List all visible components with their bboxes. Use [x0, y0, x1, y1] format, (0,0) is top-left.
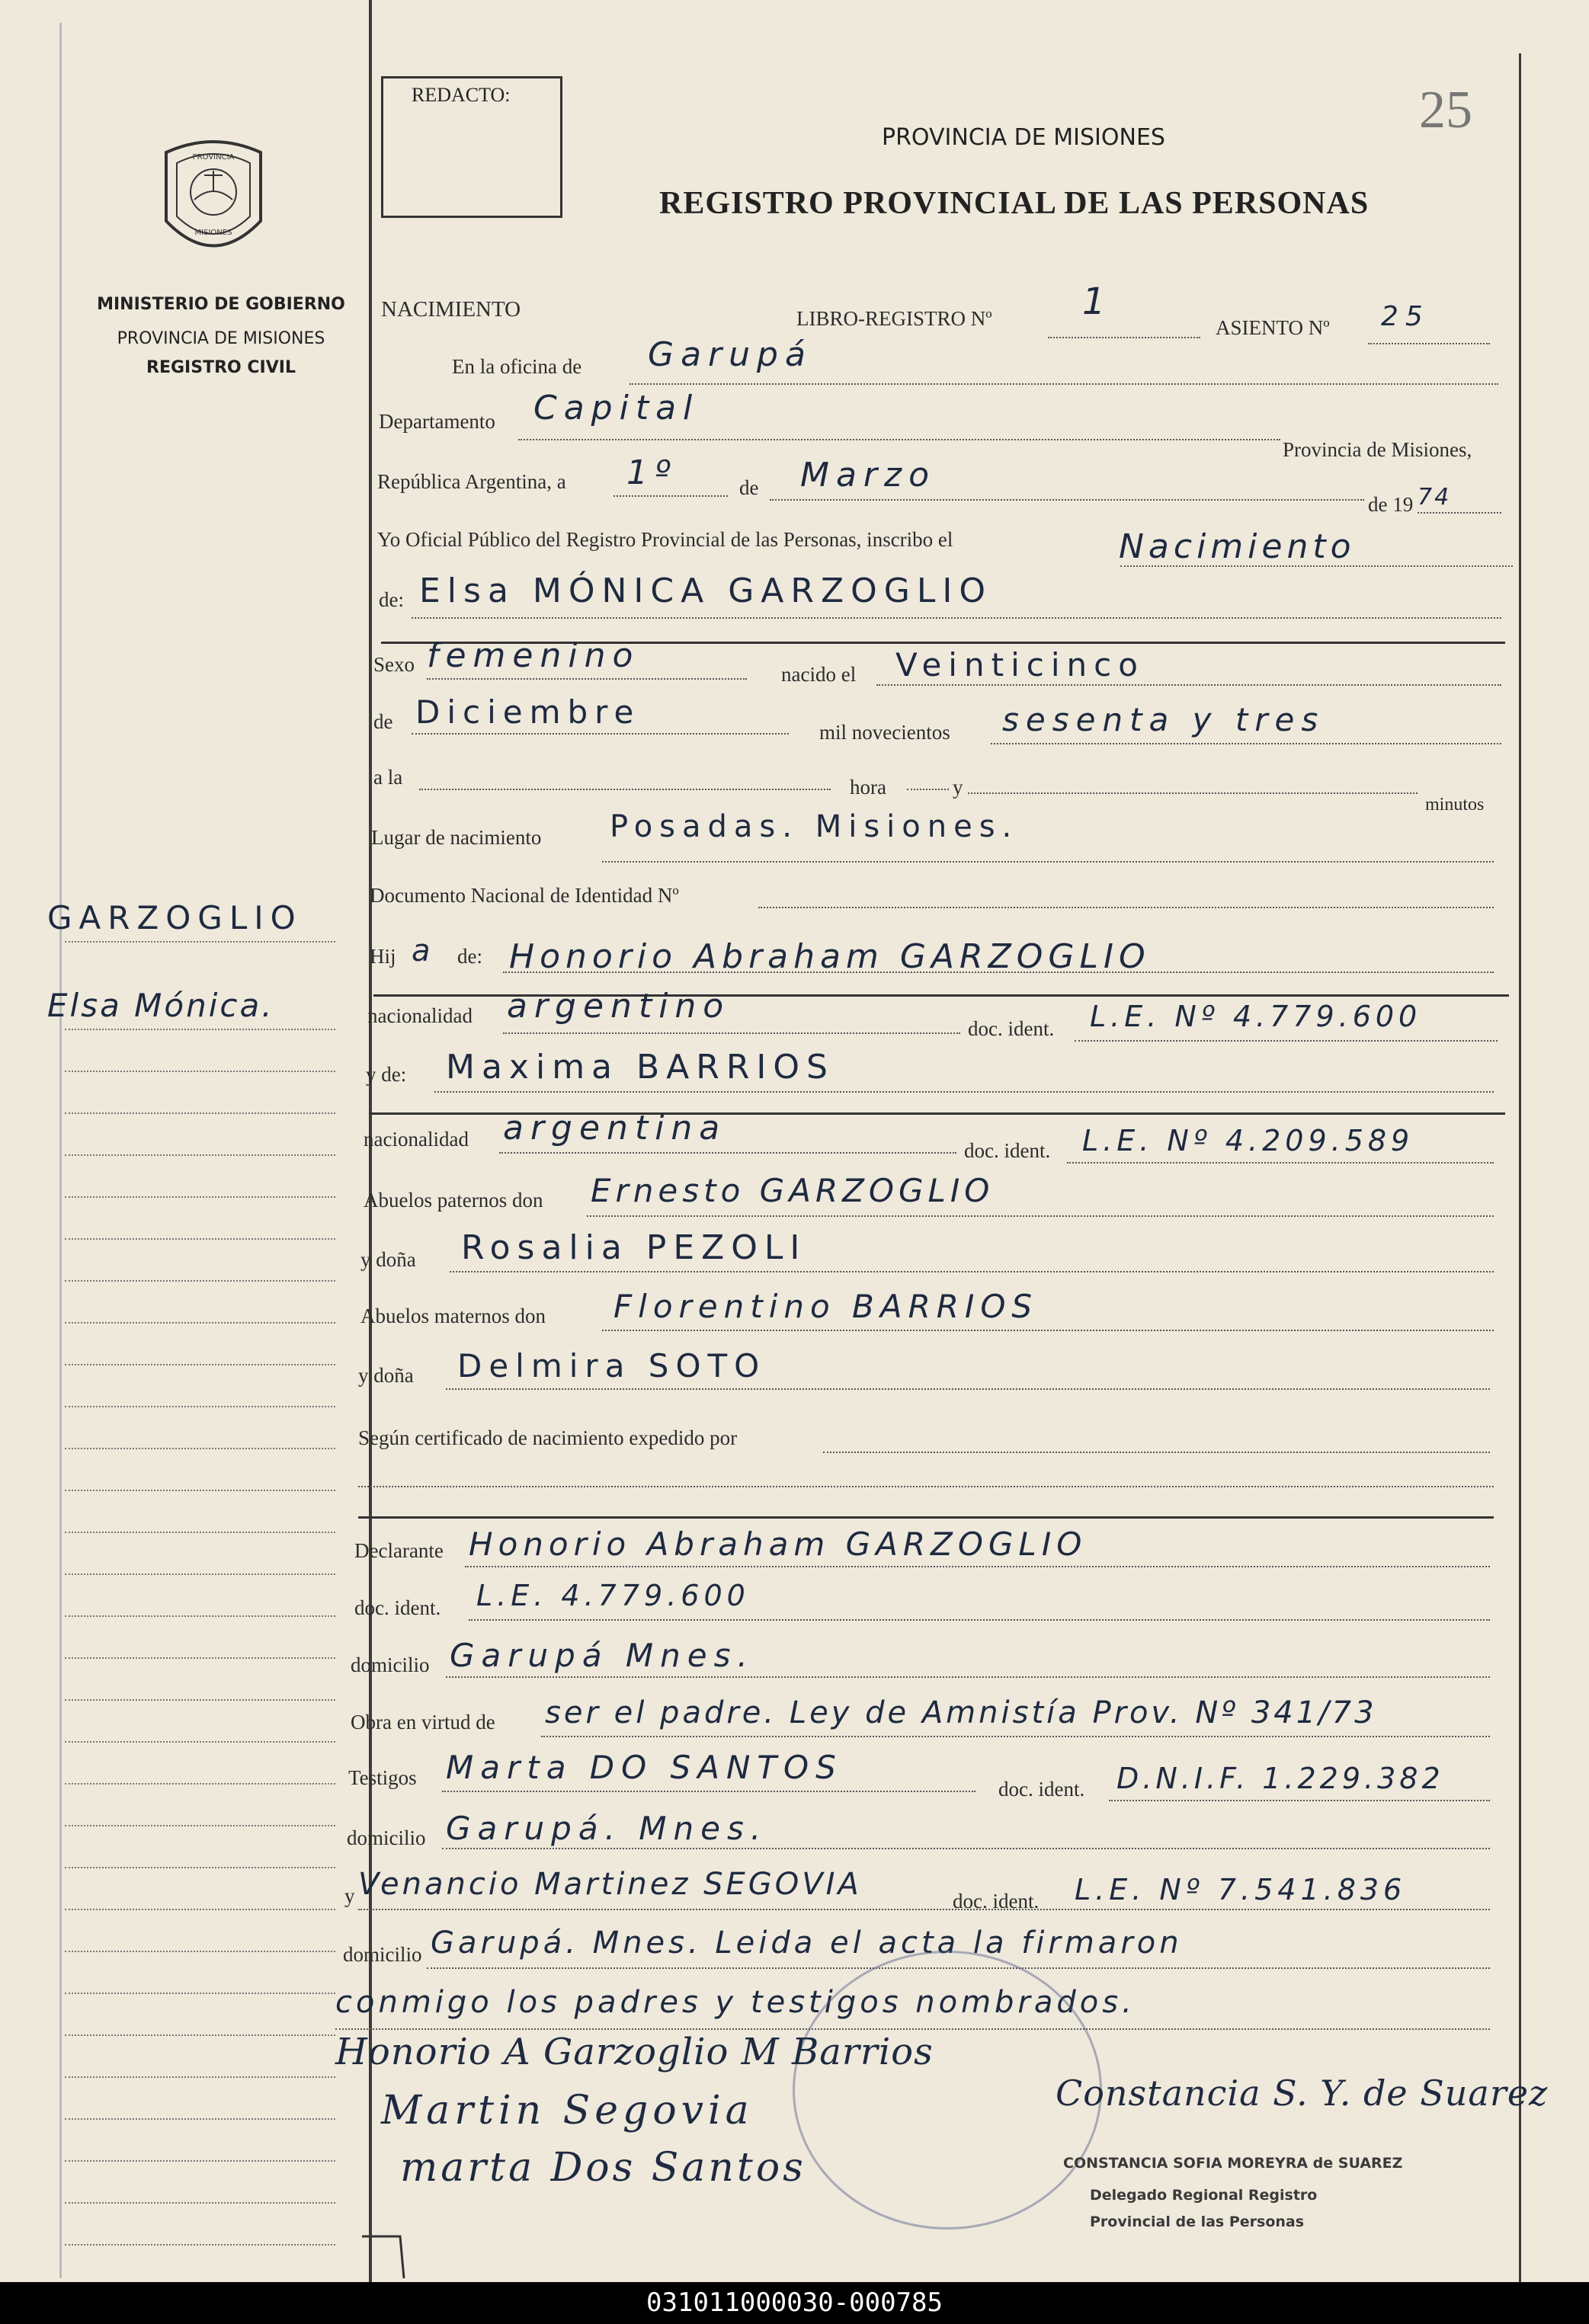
left-margin-rule — [59, 23, 62, 2278]
nacimiento-label: NACIMIENTO — [381, 297, 521, 322]
padre-doc-value: L.E. Nº 4.779.600 — [1090, 1000, 1422, 1033]
obra-value: ser el padre. Ley de Amnistía Prov. Nº 341/73 — [545, 1695, 1377, 1730]
sexo-label: Sexo — [373, 653, 415, 676]
seal-text-bottom: MISIONES — [194, 229, 232, 237]
abuelo-materno-value: Florentino BARRIOS — [613, 1288, 1039, 1325]
departamento-value: Capital — [533, 389, 700, 427]
ministry-line3: REGISTRO CIVIL — [146, 358, 296, 377]
abuela-paterna-value: Rosalia PEZOLI — [461, 1228, 807, 1267]
seal-text-top: PROVINCIA — [192, 153, 235, 162]
page-number: 25 — [1419, 81, 1472, 139]
madre-doc-value: L.E. Nº 4.209.589 — [1082, 1124, 1414, 1157]
nacionalidad-label-2: nacionalidad — [364, 1128, 469, 1151]
abuelos-maternos-label: Abuelos maternos don — [360, 1304, 546, 1327]
hij-label-post: de: — [457, 945, 482, 968]
nacido-dia-value: Veinticinco — [895, 646, 1145, 683]
doc-ident-label-3: doc. ident. — [354, 1596, 441, 1619]
mes-value: Marzo — [800, 456, 937, 495]
oficina-value: Garupá — [648, 335, 812, 374]
registry-title: REGISTRO PROVINCIAL DE LAS PERSONAS — [659, 186, 1370, 221]
ministry-line1: MINISTERIO DE GOBIERNO — [97, 295, 345, 314]
final-line1: Garupá. Mnes. Leida el acta la firmaron — [431, 1925, 1183, 1961]
testigo2-value: Venancio Martinez SEGOVIA — [358, 1867, 862, 1902]
declarante-value: Honorio Abraham GARZOGLIO — [469, 1525, 1088, 1563]
testigo1-domicilio-value: Garupá. Mnes. — [446, 1810, 768, 1847]
nacido-label: nacido el — [781, 663, 857, 686]
madre-value: Maxima BARRIOS — [446, 1048, 835, 1087]
official-stamp-line2: Delegado Regional Registro — [1090, 2187, 1318, 2204]
obra-label: Obra en virtud de — [351, 1711, 495, 1733]
dia-value: 1º — [626, 453, 678, 492]
y-de-label: y de: — [366, 1063, 407, 1086]
departamento-label: Departamento — [379, 410, 495, 433]
mil-novecientos-label: mil novecientos — [819, 721, 950, 744]
official-stamp-line1: CONSTANCIA SOFIA MOREYRA de SUAREZ — [1063, 2155, 1403, 2172]
nacido-mes-value: Diciembre — [415, 693, 641, 731]
hij-suffix-value: a — [412, 933, 437, 968]
documento-label: Documento Nacional de Identidad Nº — [370, 884, 679, 907]
testigos-label: Testigos — [348, 1766, 417, 1789]
provincia-label: Provincia de Misiones, — [1283, 438, 1472, 461]
abuelos-paternos-label: Abuelos paternos don — [364, 1189, 543, 1212]
corner-mark-icon — [358, 2233, 419, 2282]
y-dona-label-2: y doña — [358, 1364, 414, 1387]
abuela-materna-value: Delmira SOTO — [457, 1347, 767, 1384]
y-label-2: y — [344, 1884, 355, 1907]
oficina-label: En la oficina de — [452, 355, 582, 378]
declarante-label: Declarante — [354, 1539, 444, 1562]
doc-ident-label-4: doc. ident. — [998, 1778, 1085, 1801]
hij-label-pre: Hij — [370, 945, 396, 968]
de-label-1: de — [739, 476, 759, 499]
domicilio-label-2: domicilio — [347, 1826, 426, 1849]
redacto-label: REDACTO: — [412, 84, 511, 106]
lugar-value: Posadas. Misiones. — [610, 809, 1019, 844]
declarante-domicilio-value: Garupá Mnes. — [450, 1637, 754, 1674]
margin-surname: GARZOGLIO — [47, 899, 303, 936]
testigo2-doc-label: doc. ident. — [953, 1890, 1040, 1913]
oficial-label: Yo Oficial Público del Registro Provincial de las Personas, inscribo el — [377, 528, 953, 551]
a-la-label: a la — [373, 766, 403, 789]
signature-dos-santos: marta Dos Santos — [400, 2145, 806, 2191]
abuelo-paterno-value: Ernesto GARZOGLIO — [591, 1172, 995, 1209]
declarante-doc-value: L.E. 4.779.600 — [476, 1579, 750, 1612]
doc-ident-label-2: doc. ident. — [964, 1139, 1051, 1162]
margin-given-names: Elsa Mónica. — [47, 987, 274, 1024]
right-border-rule — [1519, 53, 1521, 2282]
domicilio-label-1: domicilio — [351, 1653, 430, 1676]
y-label: y — [953, 776, 963, 799]
madre-nacionalidad-value: argentina — [503, 1109, 727, 1148]
signature-official: Constancia S. Y. de Suarez — [1056, 2073, 1549, 2114]
signature-parents: Honorio A Garzoglio M Barrios — [335, 2031, 934, 2073]
minutos-label: minutos — [1425, 795, 1485, 815]
doc-ident-label-1: doc. ident. — [968, 1017, 1055, 1040]
libro-value: 1 — [1082, 280, 1113, 323]
lugar-label: Lugar de nacimiento — [371, 826, 542, 849]
padre-nacionalidad-value: argentino — [507, 987, 731, 1026]
inscribo-value: Nacimiento — [1119, 527, 1356, 566]
anio-value: 74 — [1418, 484, 1452, 511]
testigo1-doc-value: D.N.I.F. 1.229.382 — [1116, 1762, 1444, 1795]
de-19-label: de 19 — [1368, 493, 1414, 516]
ministry-line2: PROVINCIA DE MISIONES — [117, 329, 325, 348]
provincial-seal-icon — [160, 137, 267, 263]
de-colon-label: de: — [379, 588, 404, 611]
signature-segovia: Martin Segovia — [381, 2088, 754, 2134]
nombre-value: Elsa MÓNICA GARZOGLIO — [419, 571, 992, 610]
republica-label: República Argentina, a — [377, 470, 566, 493]
domicilio-label-3: domicilio — [343, 1943, 422, 1966]
segun-label: Según certificado de nacimiento expedido por — [358, 1426, 738, 1449]
nacionalidad-label-1: nacionalidad — [367, 1004, 473, 1027]
official-stamp-line3: Provincial de las Personas — [1090, 2214, 1305, 2230]
testigo1-value: Marta DO SANTOS — [446, 1749, 843, 1786]
hora-label: hora — [850, 776, 886, 799]
final-line2: conmigo los padres y testigos nombrados. — [335, 1985, 1136, 2020]
nacido-anio-value: sesenta y tres — [1002, 701, 1325, 738]
asiento-label: ASIENTO Nº — [1216, 316, 1330, 339]
province-heading: PROVINCIA DE MISIONES — [882, 124, 1165, 151]
y-dona-label-1: y doña — [360, 1248, 416, 1271]
testigo2-doc-value: L.E. Nº 7.541.836 — [1075, 1873, 1407, 1906]
libro-label: LIBRO-REGISTRO Nº — [796, 307, 992, 330]
de-label-2: de — [373, 710, 393, 733]
document-id-footer: 031011000030-000785 — [0, 2282, 1589, 2324]
asiento-value: 25 — [1381, 301, 1430, 332]
sexo-value: femenino — [427, 636, 640, 675]
padre-value: Honorio Abraham GARZOGLIO — [509, 937, 1151, 976]
